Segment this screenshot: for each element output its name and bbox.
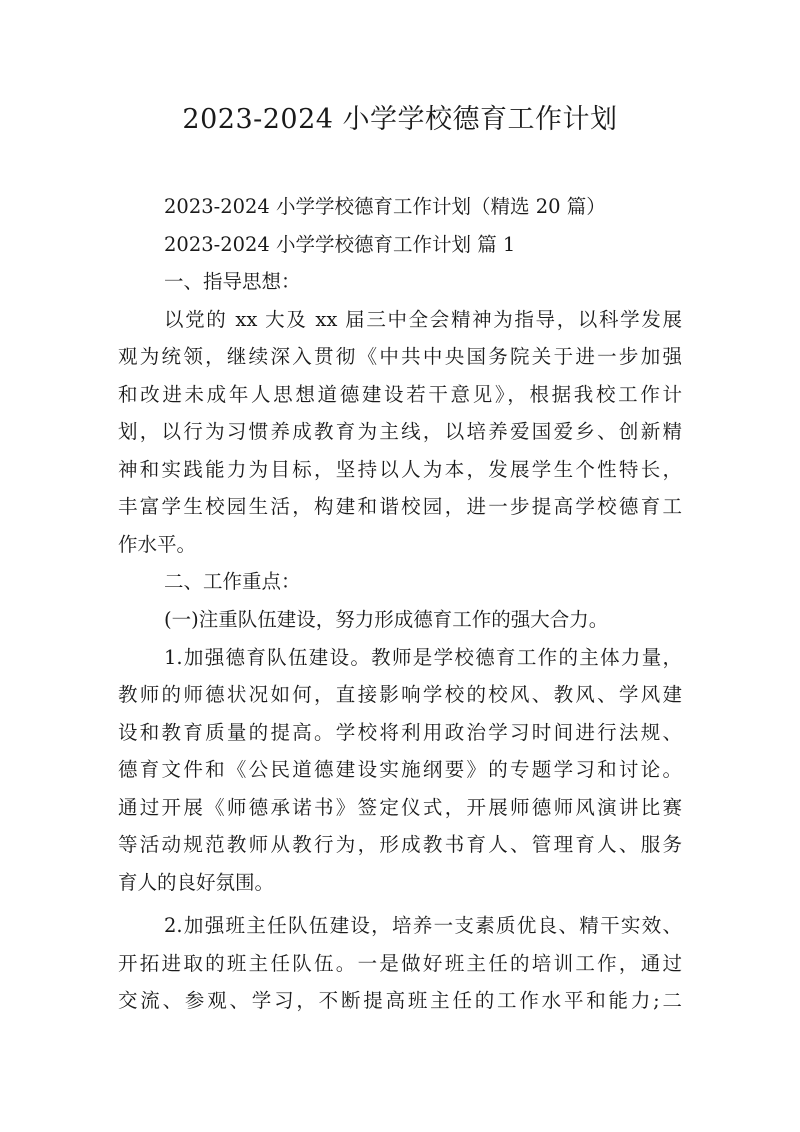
paragraph-line: 教师的师德状况如何，直接影响学校的校风、教风、学风建 [118,683,682,706]
heading-work-focus: 二、工作重点： [164,570,301,593]
paragraph-line: 观为统领，继续深入贯彻《中共中央国务院关于进一步加强 [118,345,682,368]
paragraph-line: 以党的 xx 大及 xx 届三中全会精神为指导，以科学发展 [164,308,682,331]
paragraph-line: 2.加强班主任队伍建设，培养一支素质优良、精干实效、 [164,914,682,937]
paragraph-line: 育人的良好氛围。 [118,871,275,894]
paragraph-line: 划，以行为习惯养成教育为主线，以培养爱国爱乡、创新精 [118,420,682,443]
paragraph-line: 德育文件和《公民道德建设实施纲要》的专题学习和讨论。 [118,758,682,781]
paragraph-line: 神和实践能力为目标，坚持以人为本，发展学生个性特长， [118,458,682,481]
paragraph-line: 交流、参观、学习，不断提高班主任的工作水平和能力;二 [118,989,682,1012]
paragraph-line: 通过开展《师德承诺书》签定仪式，开展师德师风演讲比赛 [118,796,682,819]
paragraph-line: 丰富学生校园生活，构建和谐校园，进一步提高学校德育工 [118,495,682,518]
paragraph-line: 1.加强德育队伍建设。教师是学校德育工作的主体力量， [164,646,682,669]
paragraph-line: 作水平。 [118,533,197,556]
paragraph-line: 和改进未成年人思想道德建设若干意见》，根据我校工作计 [118,383,682,406]
section-heading: 2023-2024 小学学校德育工作计划 篇 1 [164,233,516,256]
heading-guiding-ideology: 一、指导思想： [164,270,301,293]
subtitle-line: 2023-2024 小学学校德育工作计划（精选 20 篇） [164,195,606,218]
subheading-team-building: (一)注重队伍建设，努力形成德育工作的强大合力。 [164,608,609,631]
paragraph-line: 开拓进取的班主任队伍。一是做好班主任的培训工作，通过 [118,952,682,975]
document-title: 2023-2024 小学学校德育工作计划 [182,104,618,135]
paragraph-line: 等活动规范教师从教行为，形成教书育人、管理育人、服务 [118,833,682,856]
paragraph-line: 设和教育质量的提高。学校将利用政治学习时间进行法规、 [118,721,682,744]
